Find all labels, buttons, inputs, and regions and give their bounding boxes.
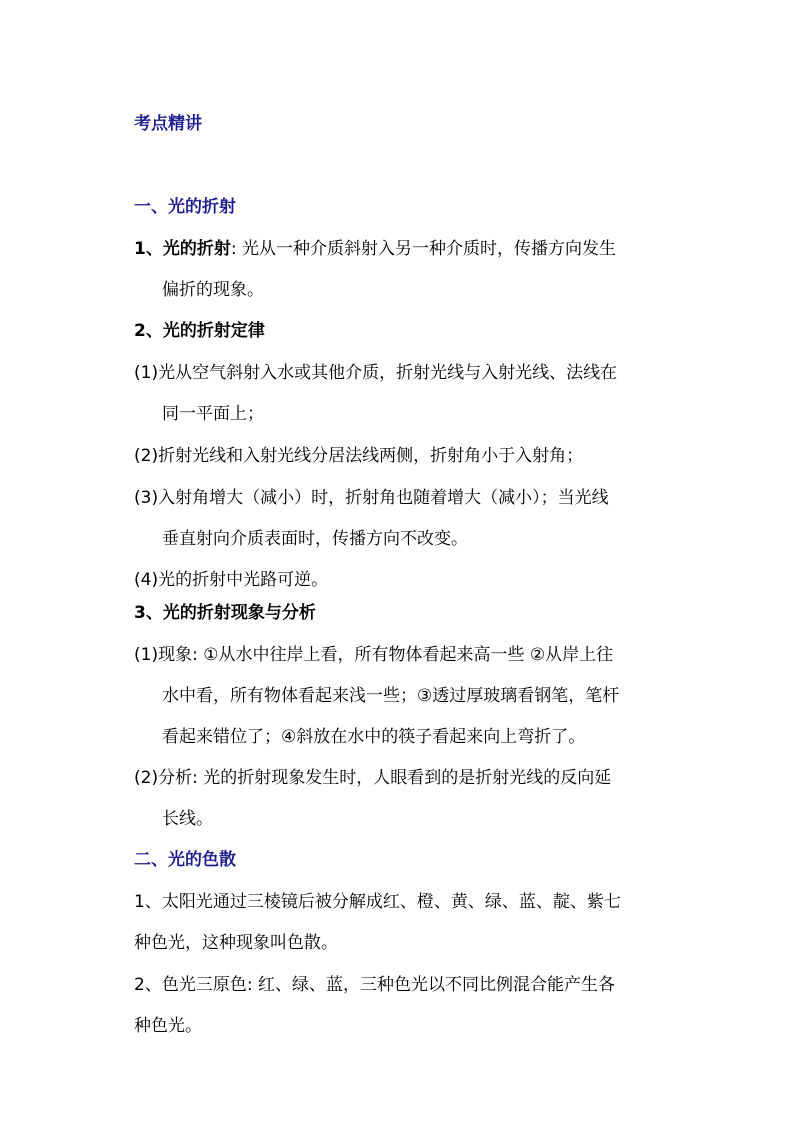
law-item-4-line1: (4)光的折射中光路可逆。 bbox=[134, 570, 329, 590]
item-refraction-definition bbox=[134, 229, 674, 311]
page-title: 考点精讲 bbox=[134, 114, 202, 134]
dispersion-item-2 bbox=[134, 965, 674, 1047]
phenomena-item-1-line3: 看起来错位了；④斜放在水中的筷子看起来向上弯折了。 bbox=[162, 727, 586, 747]
section-heading-dispersion: 二、光的色散 bbox=[134, 850, 236, 870]
phenomena-item-1 bbox=[134, 635, 674, 758]
dispersion-item-1-line1: 1、太阳光通过三棱镜后被分解成红、橙、黄、绿、蓝、靛、紫七 bbox=[134, 892, 621, 912]
phenomena-item-2-line1: (2)分析: 光的折射现象发生时，人眼看到的是折射光线的反向延 bbox=[134, 768, 612, 788]
law-item-1-line2: 同一平面上； bbox=[162, 404, 264, 424]
section-heading-refraction: 一、光的折射 bbox=[134, 197, 236, 217]
law-item-2-line1: (2)折射光线和入射光线分居法线两侧，折射角小于入射角； bbox=[134, 446, 584, 466]
phenomena-item-2 bbox=[134, 758, 674, 840]
dispersion-item-1-line2: 种色光，这种现象叫色散。 bbox=[134, 933, 338, 953]
phenomena-item-1-line2: 水中看，所有物体看起来浅一些；③透过厚玻璃看钢笔，笔杆 bbox=[162, 686, 620, 706]
dispersion-item-2-line1: 2、色光三原色: 红、绿、蓝，三种色光以不同比例混合能产生各 bbox=[134, 975, 615, 995]
subheading-refraction-law: 2、光的折射定律 bbox=[134, 321, 265, 341]
law-item-3-line2: 垂直射向介质表面时，传播方向不改变。 bbox=[162, 529, 468, 549]
subheading-refraction-phenomena: 3、光的折射现象与分析 bbox=[134, 603, 316, 623]
law-item-2 bbox=[134, 436, 674, 477]
definition-text-cont: 偏折的现象。 bbox=[162, 280, 264, 300]
term-refraction: 1、光的折射 bbox=[134, 239, 231, 259]
dispersion-item-2-line2: 种色光。 bbox=[134, 1016, 202, 1036]
dispersion-item-1 bbox=[134, 882, 674, 964]
phenomena-item-2-line2: 长线。 bbox=[162, 809, 213, 829]
law-item-3 bbox=[134, 478, 674, 560]
law-item-1 bbox=[134, 353, 674, 435]
law-item-1-line1: (1)光从空气斜射入水或其他介质，折射光线与入射光线、法线在 bbox=[134, 363, 618, 383]
phenomena-item-1-line1: (1)现象: ①从水中往岸上看，所有物体看起来高一些 ②从岸上往 bbox=[134, 645, 614, 665]
law-item-3-line1: (3)入射角增大（减小）时，折射角也随着增大（减小）；当光线 bbox=[134, 488, 609, 508]
definition-text: : 光从一种介质斜射入另一种介质时，传播方向发生 bbox=[230, 239, 616, 259]
